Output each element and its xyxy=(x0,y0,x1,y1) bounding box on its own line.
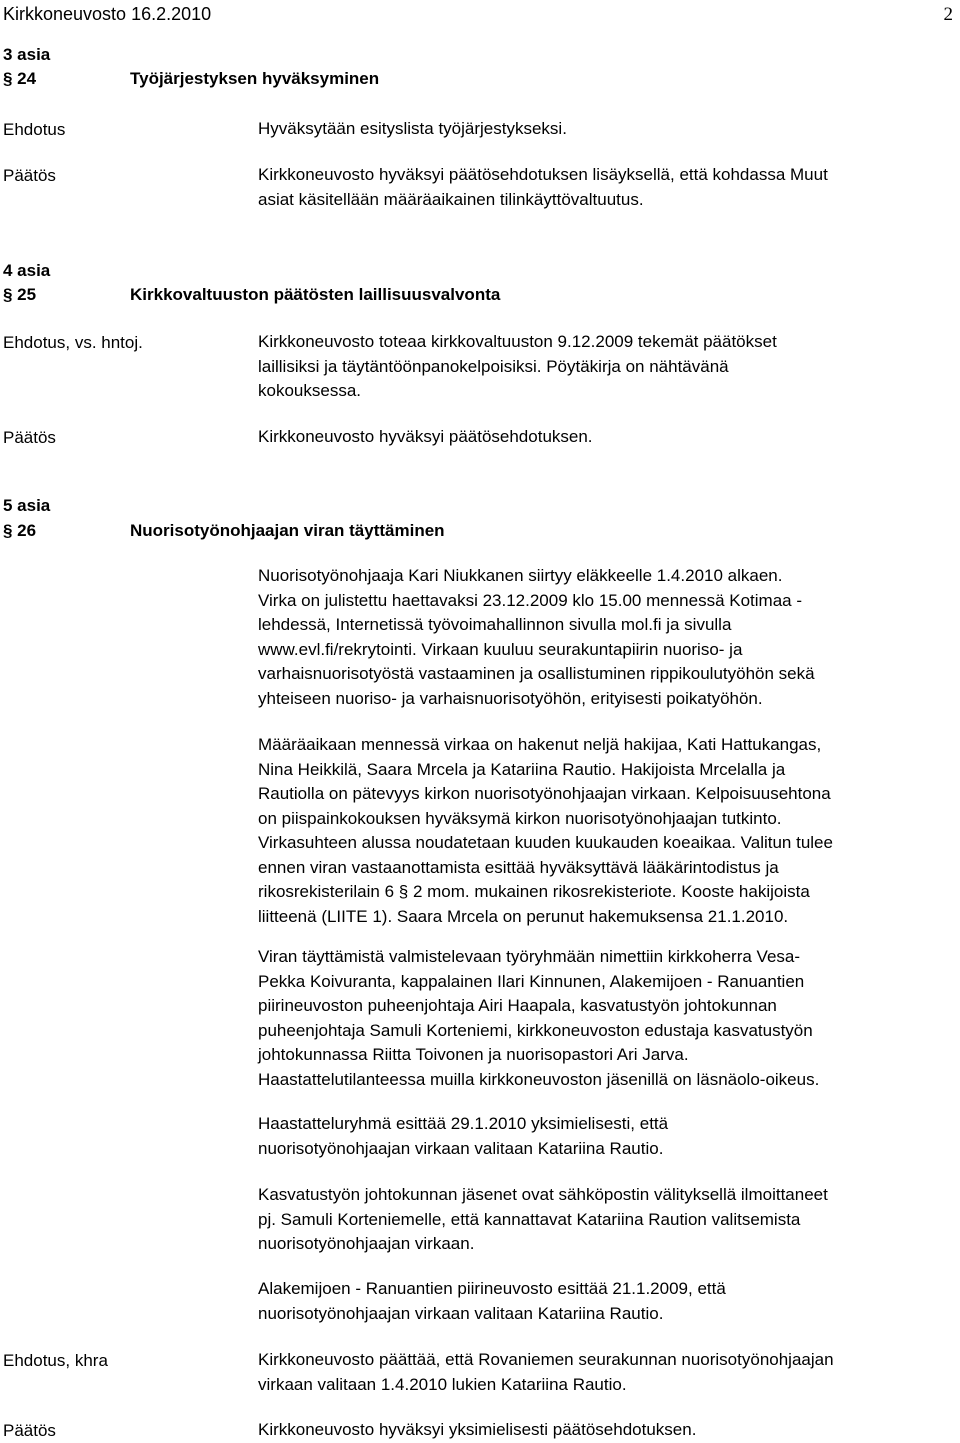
ehdotus-label: Ehdotus, khra xyxy=(3,1351,108,1370)
text-line: Määräaikaan mennessä virkaa on hakenut neljä hakijaa, Kati Hattukangas, xyxy=(258,735,822,754)
text-line: Nuorisotyönohjaaja Kari Niukkanen siirtyy eläkkeelle 1.4.2010 alkaen. xyxy=(258,566,783,585)
text-line: rikosrekisterilain 6 § 2 mom. mukainen rikosrekisteriote. Kooste hakijoista xyxy=(258,882,810,901)
paatos-text: Kirkkoneuvosto hyväksyi päätösehdotuksen. xyxy=(258,427,593,446)
page-number: 2 xyxy=(943,4,953,25)
item-asia-label: 5 asia xyxy=(3,496,51,515)
text-line: kokouksessa. xyxy=(258,381,361,400)
text-line: Haastatteluryhmä esittää 29.1.2010 yksimielisesti, että xyxy=(258,1114,669,1133)
item-asia-label: 3 asia xyxy=(3,45,51,64)
paatos-text xyxy=(258,163,948,212)
text-line: asiat käsitellään määräaikainen tilinkäyttövaltuutus. xyxy=(258,189,644,209)
text-line: Virka on julistettu haettavaksi 23.12.2009 klo 15.00 mennessä Kotimaa - xyxy=(258,590,803,610)
text-line: Viran täyttämistä valmistelevaan työryhmään nimettiin kirkkoherra Vesa- xyxy=(258,947,801,966)
text-line: on piispainkokouksen hyväksymä kirkon nuorisotyönohjaajan tutkinto. xyxy=(258,808,782,828)
text-line: pj. Samuli Korteniemelle, että kannattavat Katariina Raution valitsemista xyxy=(258,1209,801,1229)
text-line: lehdessä, Internetissä työvoimahallinnon sivulla mol.fi ja sivulla xyxy=(258,615,732,634)
text-line: Kirkkoneuvosto toteaa kirkkovaltuuston 9.12.2009 tekemät päätökset xyxy=(258,332,777,351)
text-line: laillisiksi ja täytäntöönpanokelpoisiksi. Pöytäkirja on nähtävänä xyxy=(258,356,729,376)
ehdotus-label: Ehdotus, vs. hntoj. xyxy=(3,333,143,352)
text-line: virkaan valitaan 1.4.2010 lukien Katariina Rautio. xyxy=(258,1374,627,1394)
text-line: Alakemijoen - Ranuantien piirineuvosto esittää 21.1.2009, että xyxy=(258,1279,726,1298)
text-line: Rautiolla on pätevyys kirkon nuorisotyönohjaajan virkaan. Kelpoisuusehtona xyxy=(258,784,831,803)
text-line: puheenjohtaja Samuli Korteniemi, kirkkoneuvoston edustaja kasvatustyön xyxy=(258,1020,813,1040)
text-line: Kirkkoneuvosto päättää, että Rovaniemen seurakunnan nuorisotyönohjaajan xyxy=(258,1350,834,1369)
ehdotus-text xyxy=(258,330,948,404)
document-title: Kirkkoneuvosto 16.2.2010 xyxy=(3,4,212,24)
page-header xyxy=(3,4,953,28)
section-title: Työjärjestyksen hyväksyminen xyxy=(130,69,380,88)
text-line: Pekka Koivuranta, kappalainen Ilari Kinnunen, Alakemijoen - Ranuantien xyxy=(258,971,805,991)
paatos-label: Päätös xyxy=(3,1421,56,1440)
text-line: varhaisnuorisotyöstä vastaaminen ja osallistuminen rippikoulutyöhön sekä xyxy=(258,664,815,683)
text-line: ennen viran vastaanottamista esittää hyväksyttävä lääkärintodistus ja xyxy=(258,857,779,877)
body-paragraph xyxy=(258,945,948,1092)
text-line: Kirkkoneuvosto hyväksyi päätösehdotuksen lisäyksellä, että kohdassa Muut xyxy=(258,165,828,184)
body-paragraph xyxy=(258,1183,948,1257)
body-paragraph xyxy=(258,733,948,929)
section-title: Kirkkovaltuuston päätösten laillisuusvalvonta xyxy=(130,285,501,304)
text-line: piirineuvoston puheenjohtaja Airi Haapala, kasvatustyön johtokunnan xyxy=(258,996,777,1015)
body-paragraph xyxy=(258,1112,948,1161)
text-line: Kasvatustyön johtokunnan jäsenet ovat sähköpostin välityksellä ilmoittaneet xyxy=(258,1185,828,1204)
text-line: johtokunnassa Riitta Toivonen ja nuorisopastori Ari Jarva. xyxy=(258,1045,689,1064)
section-number: § 25 xyxy=(3,285,37,304)
section-title: Nuorisotyönohjaajan viran täyttäminen xyxy=(130,521,445,540)
item-asia-label: 4 asia xyxy=(3,261,51,280)
text-line: liitteenä (LIITE 1). Saara Mrcela on perunut hakemuksensa 21.1.2010. xyxy=(258,906,789,926)
paatos-label: Päätös xyxy=(3,428,56,447)
text-line: Haastattelutilanteessa muilla kirkkoneuvoston jäsenillä on läsnäolo-oikeus. xyxy=(258,1069,820,1089)
ehdotus-text xyxy=(258,1348,948,1397)
text-line: Virkasuhteen alussa noudatetaan kuuden kuukauden koeaikaa. Valitun tulee xyxy=(258,833,833,852)
text-line: yhteiseen nuoriso- ja varhaisnuorisotyöhön, erityisesti poikatyöhön. xyxy=(258,688,763,708)
paatos-text: Kirkkoneuvosto hyväksyi yksimielisesti päätösehdotuksen. xyxy=(258,1420,697,1439)
body-paragraph xyxy=(258,1277,948,1326)
section-number: § 26 xyxy=(3,521,37,540)
text-line: www.evl.fi/rekrytointi. Virkaan kuuluu seurakuntapiirin nuoriso- ja xyxy=(258,639,743,659)
text-line: nuorisotyönohjaajan virkaan valitaan Katariina Rautio. xyxy=(258,1138,664,1158)
text-line: nuorisotyönohjaajan virkaan. xyxy=(258,1234,475,1253)
paatos-label: Päätös xyxy=(3,166,56,185)
text-line: Nina Heikkilä, Saara Mrcela ja Katariina Rautio. Hakijoista Mrcelalla ja xyxy=(258,759,786,779)
ehdotus-label: Ehdotus xyxy=(3,120,66,139)
section-number: § 24 xyxy=(3,69,37,88)
text-line: nuorisotyönohjaajan virkaan valitaan Katariina Rautio. xyxy=(258,1303,664,1323)
body-paragraph xyxy=(258,564,948,711)
ehdotus-text: Hyväksytään esityslista työjärjestykseksi. xyxy=(258,119,567,138)
